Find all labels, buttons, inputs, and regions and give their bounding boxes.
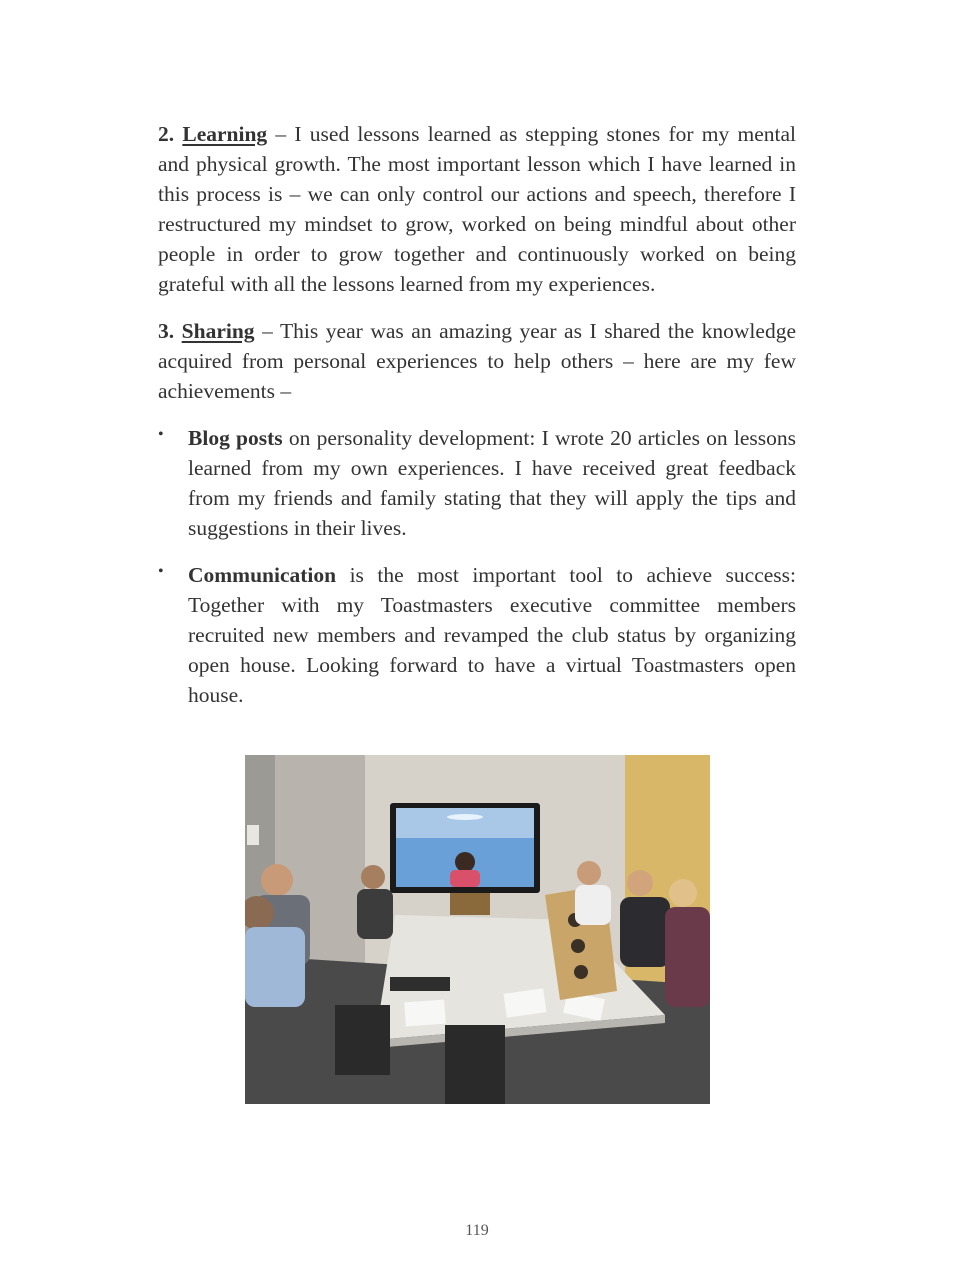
section-body: – This year was an amazing year as I shared the knowledge acquired from personal experiences to help others – here are my few achievements – [158,319,796,403]
list-item [158,423,796,543]
section-body: – I used lessons learned as stepping stones for my mental and physical growth. The most important lesson which I have learned in this process is – we can only control our actions and speech, therefore I restructured my mindset to grow, worked on being mindful about other people in order to grow together and continuously worked on being grateful with all the lessons learned from my experiences. [158,122,796,296]
bullet-term: Blog posts [188,426,283,450]
bullet-icon: • [158,563,164,580]
section-heading: Learning [182,122,268,146]
section-number: 2. [158,122,175,146]
photo-illustration [245,755,710,1104]
section-heading: Sharing [181,319,255,343]
section-sharing [158,316,796,406]
achievements-list [158,423,796,710]
bullet-text: on personality development: I wrote 20 articles on lessons learned from my own experiences. I have received great feedback from my friends and family stating that they will apply the tips and suggestions in their lives. [188,426,796,540]
bullet-term: Communication [188,563,337,587]
bullet-icon: • [158,426,164,443]
section-learning [158,119,796,299]
bullet-text: is the most important tool to achieve success: Together with my Toastmasters executive committee members recruited new members and revamped the club status by organizing open house. Looking forward to have a virtual Toastmasters open house. [188,563,796,707]
section-number: 3. [158,319,175,343]
list-item [158,560,796,710]
meeting-room-photo [245,755,710,1104]
page-number: 119 [465,1222,489,1239]
page-content [158,119,796,727]
